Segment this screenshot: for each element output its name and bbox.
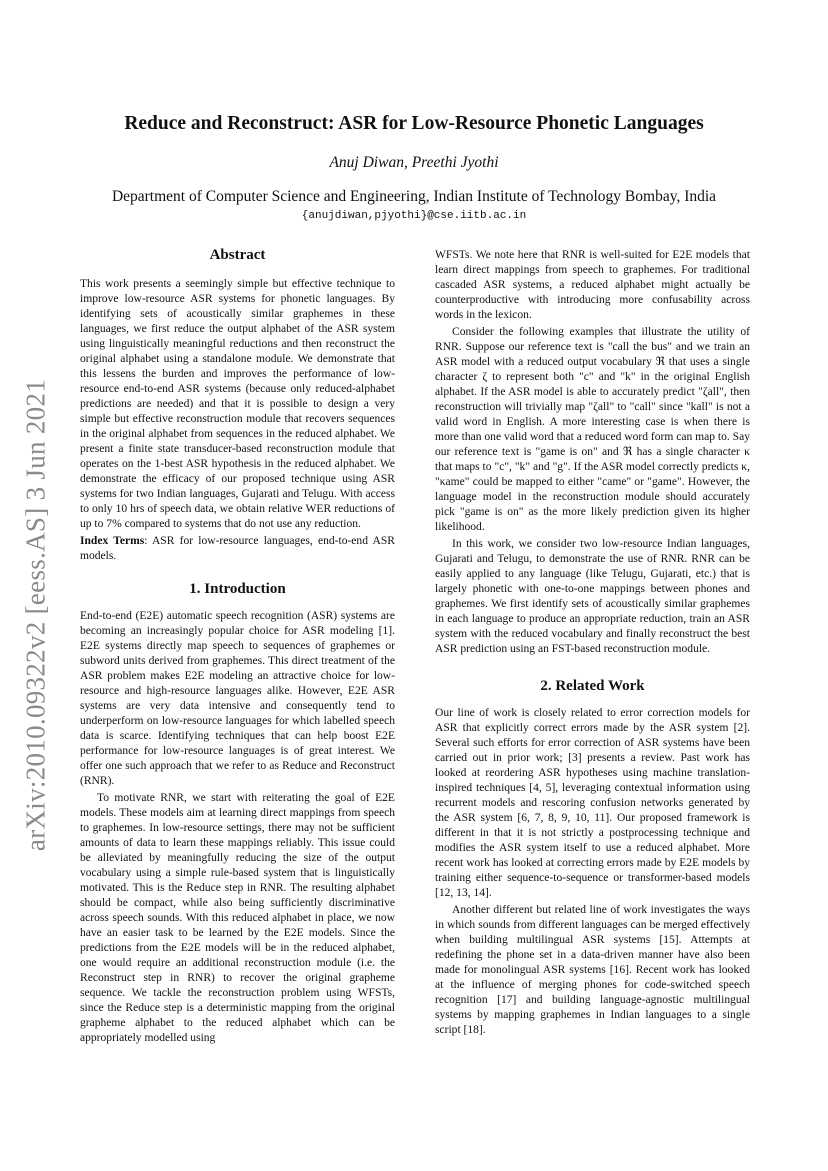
related-paragraph-2: Another different but related line of work investigates the ways in which sounds from different languages can be merged effectively when building multilingual ASR systems [15]. Attempts at redefining the phone set in a data-driven manner have also been made for monolingual ASR systems [16]. Recent work has looked at the influence of merging phones for code-switched speech recognition [17] and building language-agnostic multilingual systems by mapping graphemes in Indian languages to a single script [18]. (435, 904, 750, 1036)
abstract-heading: Abstract (209, 247, 266, 263)
related-work-heading: 2. Related Work (540, 678, 645, 694)
right-column (435, 248, 750, 1038)
author-emails: {anujdiwan,pjyothi}@cse.iitb.ac.in (301, 210, 527, 222)
paper-affiliation: Department of Computer Science and Engineering, Indian Institute of Technology Bombay, India (111, 188, 717, 205)
paper-authors: Anuj Diwan, Preethi Jyothi (329, 154, 499, 171)
abstract-text: This work presents a seemingly simple but effective technique to improve low-resource ASR systems for phonetic languages. By identifying sets of acoustically similar graphemes in these languages, we first reduce the output alphabet of the ASR system using linguistically meaningful reductions and then reconstruct the original alphabet using a standalone module. We demonstrate that this lessens the burden and improves the performance of low-resource end-to-end ASR systems (because only reduced-alphabet predictions are needed) and that it is possible to design a very simple but effective reconstruction module that recovers sequences in the original alphabet from sequences in the reduced alphabet. We present a finite state transducer-based reconstruction module that operates on the 1-best ASR hypothesis in the reduced alphabet. We demonstrate the efficacy of our proposed technique using ASR systems for two Indian languages, Gujarati and Telugu. With access to only 10 hrs of speech data, we obtain relative WER reductions of up to 7% compared to systems that do not use any reduction. (80, 278, 395, 530)
index-terms-label: Index Terms (80, 535, 145, 547)
left-column (80, 248, 395, 1046)
arxiv-sidebar (0, 365, 80, 865)
introduction-heading: 1. Introduction (189, 581, 286, 597)
paper-title: Reduce and Reconstruct: ASR for Low-Resource Phonetic Languages (124, 113, 704, 134)
intro-paragraph-3: WFSTs. We note here that RNR is well-suited for E2E models that learn direct mappings from speech to graphemes. For traditional cascaded ASR systems, a reduced alphabet might actually be counterproductive with introducing more confusability across words in the lexicon. (435, 249, 750, 321)
index-terms-text: : ASR for low-resource languages, end-to-end ASR models. (80, 535, 395, 562)
index-terms (80, 534, 395, 564)
intro-paragraph-5: In this work, we consider two low-resource Indian languages, Gujarati and Telugu, to demonstrate the use of RNR. RNR can be easily applied to any language (like Telugu, Gujarati, etc.) that is largely phonetic with one-to-one mappings between phones and graphemes. We first identify sets of acoustically similar graphemes in each language to produce an appropriate reduction, train an ASR system with the reduced vocabulary and finally reconstruct the best ASR prediction using an FST-based reconstruction module. (435, 538, 750, 655)
intro-paragraph-1: End-to-end (E2E) automatic speech recognition (ASR) systems are becoming an increasingly popular choice for ASR modeling [1]. E2E systems directly map speech to sequences of graphemes or subword units derived from graphemes. This direct treatment of the ASR problem makes E2E modeling an attractive choice for low-resource and high-resource languages alike. However, E2E ASR systems are very data intensive and consequently tend to underperform on low-resource languages for which labelled speech data is scarce. Identifying techniques that can help boost E2E performance for low-resource languages is of great interest. We offer one such approach that we refer to as Reduce and Reconstruct (RNR). (80, 610, 395, 787)
related-paragraph-1: Our line of work is closely related to error correction models for ASR that explicitly correct errors made by the ASR system [2]. Several such efforts for error correction of ASR systems have been carried out in prior work; [3] presents a review. Past work has looked at reordering ASR hypotheses using machine translation-inspired techniques [4, 5], leveraging contextual information using recurrent models and rescoring confusion networks generated by the ASR system [6, 7, 8, 9, 10, 11]. Our proposed framework is different in that it is not strictly a postprocessing technique and modifies the ASR system itself to use a reduced alphabet. More recent work has looked at correcting errors made by E2E models by training either sequence-to-sequence or transformer-based models [12, 13, 14]. (435, 707, 750, 899)
arxiv-identifier: arXiv:2010.09322v2 [eess.AS] 3 Jun 2021 (20, 378, 51, 852)
intro-paragraph-2: To motivate RNR, we start with reiterating the goal of E2E models. These models aim at learning direct mappings from speech to graphemes. In low-resource settings, there may not be sufficient amounts of data to learn these mappings reliably. This issue could be alleviated by meaningfully reducing the size of the output vocabulary using a simple rule-based system that is linguistically motivated. This is the Reduce step in RNR. The resulting alphabet should be compact, while also being sufficiently discriminative across speech sounds. With this reduced alphabet in place, we now have an easier task to be learned by the E2E models. Since the predictions from the E2E models will be in the reduced alphabet, one would require an additional reconstruction module (i.e. the Reconstruct step in RNR) to recover the original grapheme sequence. We tackle the reconstruction problem using WFSTs, since the Reduce step is a deterministic mapping from the original grapheme alphabet to the reduced alphabet which can be appropriately modelled using (80, 792, 395, 1044)
intro-paragraph-4: Consider the following examples that illustrate the utility of RNR. Suppose our reference text is "call the bus" and we train an ASR model with a reduced output vocabulary ℜ that uses a single character ζ to represent both "c" and "k" in the original English alphabet. If the ASR model is able to accurately predict "ζall", then reconstruction will trivially map "ζall" to "call" since "kall" is not a valid word in English. A more interesting case is when there is more than one valid word that a reduced word form can map to. Say our reference text is "game is on" and ℜ has a single character κ that maps to "c", "k" and "g". If the ASR model correctly predicts κ, "κame" could be mapped to either "came" or "game". However, the language model in the reconstruction module should accurately pick "game is on" as the more likely prediction given its higher likelihood. (435, 326, 750, 533)
